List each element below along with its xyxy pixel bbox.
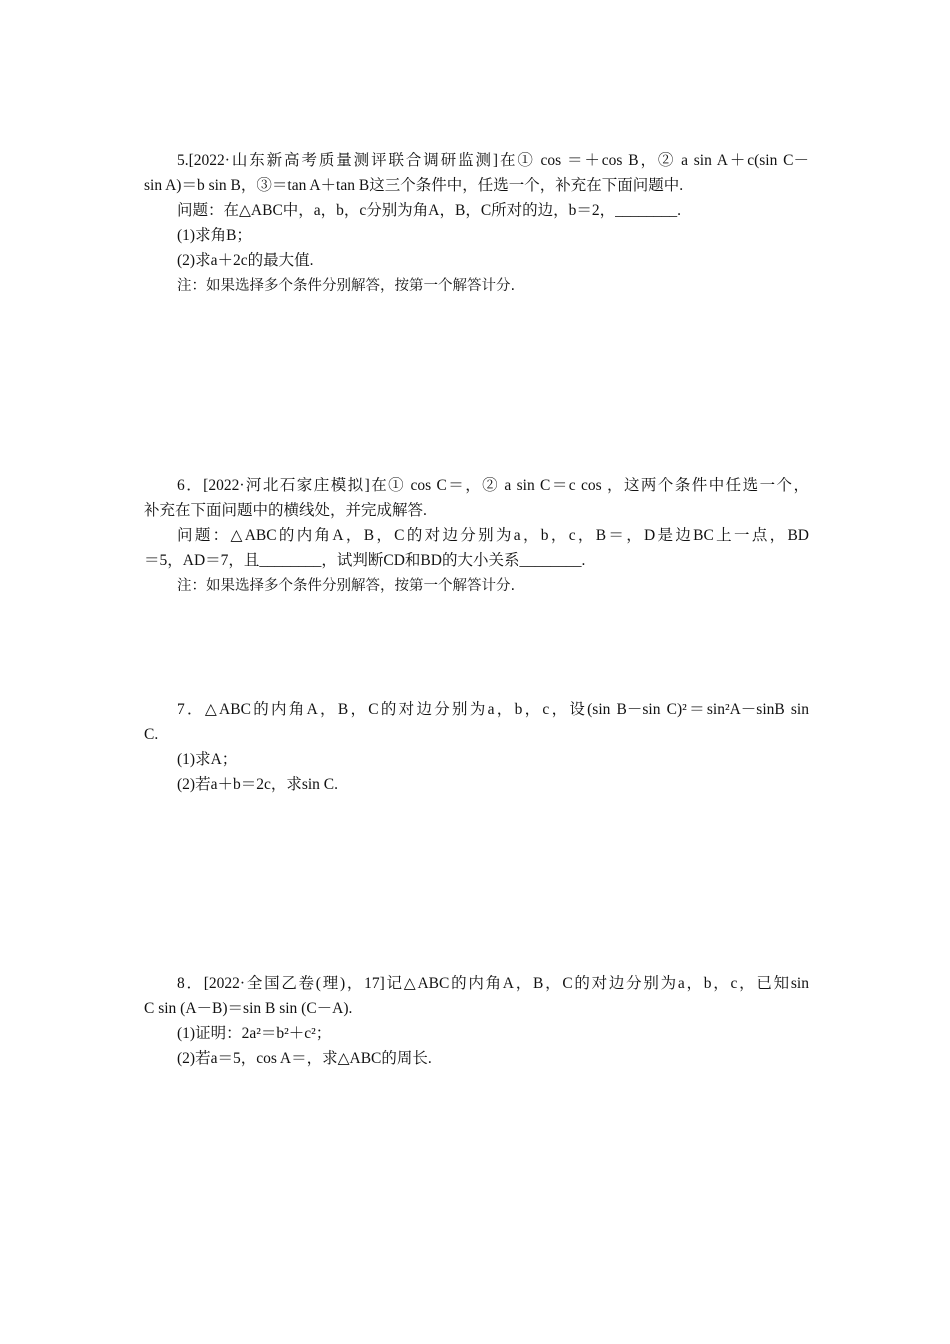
problem-6-line-3: 问题：△ABC的内角A，B，C的对边分别为a，b，c，B＝，D是边BC上一点，BD (177, 527, 809, 544)
problem-5-note: 注：如果选择多个条件分别解答，按第一个解答计分. (177, 278, 516, 294)
problem-6-line-2: 补充在下面问题中的横线处，并完成解答. (144, 502, 427, 519)
problem-8-part-2: (2)若a＝5，cos A＝，求△ABC的周长. (177, 1050, 432, 1067)
problem-8-line-2: C sin (A－B)＝sin B sin (C－A). (144, 1000, 353, 1017)
problem-8-line-1: 8．[2022·全国乙卷(理)，17]记△ABC的内角A，B，C的对边分别为a，b，c，已知sin (177, 975, 809, 992)
problem-7-line-2: C. (144, 726, 159, 743)
problem-7-part-2: (2)若a＋b＝2c，求sin C. (177, 776, 339, 793)
problem-6-line-4: ＝5，AD＝7，且________，试判断CD和BD的大小关系________. (144, 552, 586, 569)
problem-6-note: 注：如果选择多个条件分别解答，按第一个解答计分. (177, 578, 516, 594)
problem-7-line-1: 7．△ABC的内角A，B，C的对边分别为a，b，c，设(sin B－sin C)²＝sin²A－sinB sin (177, 701, 809, 718)
problem-5-line-3: 问题：在△ABC中，a，b，c分别为角A，B，C所对的边，b＝2，________. (177, 202, 682, 219)
problem-5-part-1: (1)求角B； (177, 227, 252, 244)
problem-6-line-1: 6．[2022·河北石家庄模拟]在① cos C＝，② a sin C＝c cos ，这两个条件中任选一个， (177, 477, 809, 494)
problem-5-line-2: sin A)＝b sin B，③＝tan A＋tan B这三个条件中，任选一个，补充在下面问题中. (144, 177, 684, 194)
problem-5-line-1: 5.[2022·山东新高考质量测评联合调研监测]在① cos ＝＋cos B，② a sin A＋c(sin C－ (177, 152, 809, 169)
problem-8-part-1: (1)证明：2a²＝b²＋c²； (177, 1025, 332, 1042)
problem-7-part-1: (1)求A； (177, 751, 238, 768)
problem-5-part-2: (2)求a＋2c的最大值. (177, 252, 314, 269)
